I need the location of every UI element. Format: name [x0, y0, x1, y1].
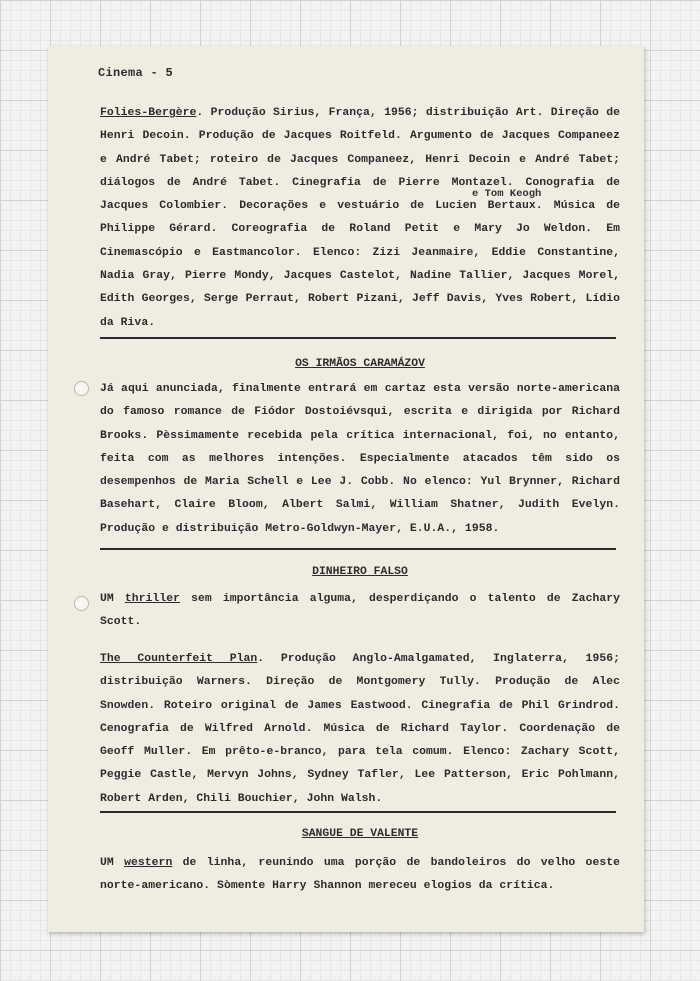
page-header: Cinema - 5	[98, 66, 174, 80]
counterfeit-plan-credits	[100, 648, 620, 811]
section-title: DINHEIRO FALSO	[312, 566, 408, 578]
punch-hole	[74, 381, 89, 396]
review-text: UM western de linha, reunindo uma porção de bandoleiros do velho oeste norte-americano. Sòmente Harry Shannon mereceu elogios da crítica.	[100, 857, 620, 893]
credits-text: . Produção Anglo-Amalgamated, Inglaterra, 1956; distribuição Warners. Direção de Montgomery Tully. Produção de Alec Snowden. Roteiro original de James Eastwood. Cinegrafia de Phil Grindrod. Cenografia de Wilfred Arnold. Música de Richard Taylor. Coordenação de Geoff Muller. Em prêto-e-branco, para tela comum. Elenco: Zachary Scott, Peggie Castle, Mervyn Johns, Sydney Tafler, Lee Patterson, Eric Pohlmann, Robert Arden, Chili Bouchier, John Walsh.	[100, 653, 620, 805]
section-divider	[100, 548, 616, 550]
section-divider	[100, 337, 616, 339]
section-title: SANGUE DE VALENTE	[301, 828, 419, 840]
folies-bergere-credits	[100, 102, 620, 335]
punch-hole	[74, 596, 89, 611]
section-divider	[100, 811, 616, 813]
film-title: The Counterfeit Plan	[100, 653, 258, 665]
section-title: OS IRMÃOS CARAMÁZOV	[295, 358, 425, 370]
film-title: Folies-Bergère	[100, 107, 197, 119]
typewritten-page	[48, 46, 644, 932]
handwritten-insertion: e Tom Keogh	[472, 188, 542, 200]
genre-term: western	[124, 857, 173, 869]
review-text: Já aqui anunciada, finalmente entrará em cartaz esta versão norte-americana do famoso romance de Fiódor Dostoiévsqui, escrita e dirigida por Richard Brooks. Pèssimamente recebida pela crítica internacional, foi, no entanto, feita com as melhores intenções. Especialmente atacados têm sido os desempenhos de Maria Schell e Lee J. Cobb. No elenco: Yul Brynner, Richard Basehart, Claire Bloom, Albert Salmi, William Shatner, Judith Evelyn. Produção e distribuição Metro-Goldwyn-Mayer, E.U.A., 1958.	[100, 383, 620, 535]
genre-term: thriller	[124, 593, 180, 605]
credits-text: . Produção Sirius, França, 1956; distribuição Art. Direção de Henri Decoin. Produção de Jacques Roitfeld. Argumento de Jacques Companeez e André Tabet; roteiro de Jacques Companeez, Henri Decoin e André Tabet; diálogos de André Tabet. Cinegrafia de Pierre Montazel. Conografia de Jacques Colombier. Decorações e vestuário de Lucien Bertaux. Música de Philippe Gérard. Coreografia de Roland Petit e Mary Jo Weldon. Em Cinemascópio e Eastmancolor. Elenco: Zizi Jeanmaire, Eddie Constantine, Nadia Gray, Pierre Mondy, Jacques Castelot, Nadine Tallier, Jacques Morel, Edith Georges, Serge Perraut, Robert Pizani, Jeff Davis, Yves Robert, Lídio da Riva.	[100, 107, 620, 329]
review-text: UM thriller sem importância alguma, desperdiçando o talento de Zachary Scott.	[100, 593, 620, 629]
